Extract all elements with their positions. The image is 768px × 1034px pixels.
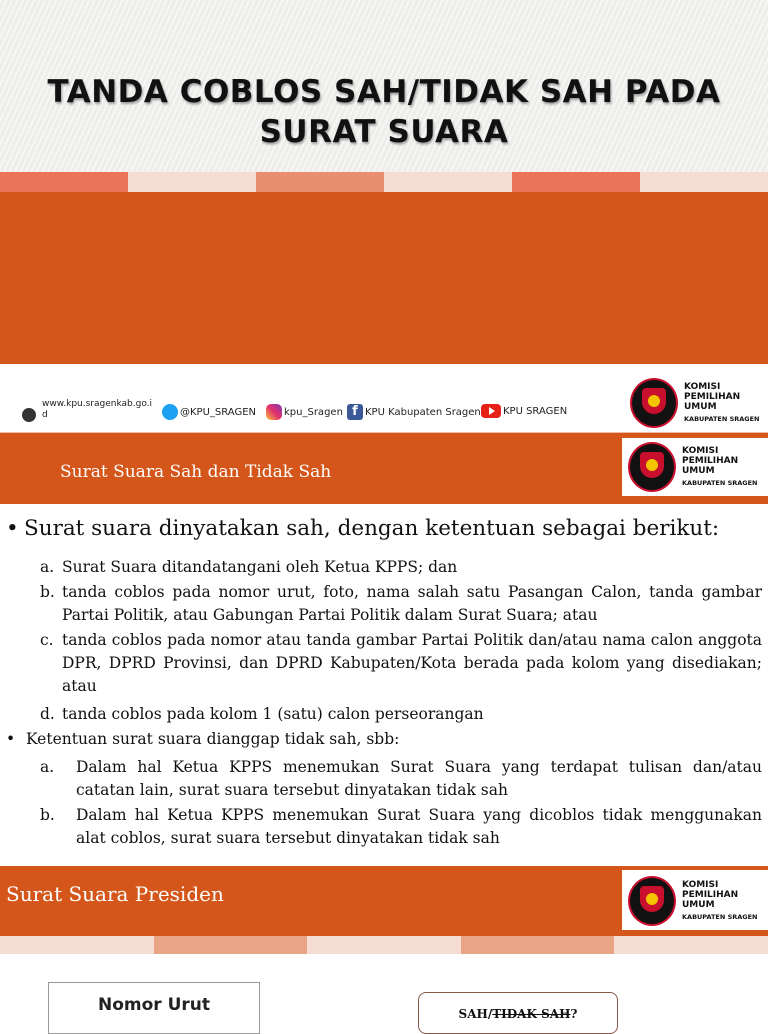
list-item: c. tanda coblos pada nomor atau tanda gambar Partai Politik dan/atau nama calon anggota DPR, DPRD Provinsi, dan DPRD Kabupaten/Kota berada pada kolom yang disediakan; atau [40,631,762,695]
facebook-handle: KPU Kabupaten Sragen [365,406,481,418]
second-bullet-text: Ketentuan surat suara dianggap tidak sah, sbb: [26,730,400,748]
main-bullet [6,516,719,542]
kpu-logo: KOMISI PEMILIHAN UMUM KABUPATEN SRAGEN [628,442,758,492]
facebook-link[interactable] [347,404,481,420]
stripe-segment [640,172,768,192]
instagram-icon [266,404,282,420]
website-link[interactable]: www.kpu.sragenkab.go.id [42,399,153,420]
stripe-segment [256,172,384,192]
nomor-urut-box [48,982,260,1034]
facebook-icon: f [347,404,363,420]
kpu-logo: KOMISI PEMILIHAN UMUM KABUPATEN SRAGEN [628,876,758,926]
instagram-handle: kpu_Sragen [284,406,343,418]
second-bullet [6,728,399,750]
bullet-icon: • [6,516,19,541]
slide-title-line1: TANDA COBLOS SAH/TIDAK SAH PADA [47,74,721,110]
youtube-link[interactable] [481,404,567,418]
twitter-icon [162,404,178,420]
sah-tidak-sah-label: SAH/TIDAK SAH? [458,1007,578,1021]
youtube-handle: KPU SRAGEN [503,405,568,417]
slide2-title: Surat Suara Sah dan Tidak Sah [60,462,332,482]
title-background [0,0,768,172]
stripe-segment [614,936,768,954]
orange-content-band [0,192,768,364]
stripe-segment [512,172,640,192]
kpu-emblem-icon [628,876,676,926]
list-item: d. tanda coblos pada kolom 1 (satu) calon perseorangan [40,705,484,723]
decorative-stripe [0,172,768,192]
list-item: b. Dalam hal Ketua KPPS menemukan Surat Suara yang dicoblos tidak menggunakan alat coblos, surat suara tersebut dinyatakan tidak sah [40,806,762,847]
stripe-segment [154,936,308,954]
list-item: a. Dalam hal Ketua KPPS menemukan Surat Suara yang terdapat tulisan dan/atau catatan lain, surat suara tersebut dinyatakan tidak sah [40,758,762,799]
stripe-segment [461,936,615,954]
slide-title-line2: SURAT SUARA [259,114,509,150]
stripe-segment [128,172,256,192]
kpu-emblem-icon [630,378,678,428]
youtube-icon [481,404,501,418]
stripe-segment [0,172,128,192]
main-bullet-text: Surat suara dinyatakan sah, dengan ketentuan sebagai berikut: [24,516,720,541]
decorative-stripe [0,936,768,954]
stripe-segment [0,936,154,954]
kpu-emblem-icon [628,442,676,492]
slide3-title: Surat Suara Presiden [6,882,224,906]
twitter-link[interactable] [162,404,256,420]
instagram-link[interactable] [266,404,343,420]
twitter-handle: @KPU_SRAGEN [180,406,257,418]
stripe-segment [307,936,461,954]
kpu-logo: KOMISI PEMILIHAN UMUM KABUPATEN SRAGEN [630,378,760,428]
list-item: b. tanda coblos pada nomor urut, foto, nama salah satu Pasangan Calon, tanda gambar Partai Politik, atau Gabungan Partai Politik dalam Surat Suara; atau [40,583,762,624]
stripe-segment [384,172,512,192]
slide-title [40,72,728,152]
sah-tidak-sah-box [418,992,618,1034]
globe-icon [22,408,36,422]
bullet-icon: • [6,730,16,748]
nomor-urut-label: Nomor Urut [97,995,211,1015]
list-item: a. Surat Suara ditandatangani oleh Ketua KPPS; dan [40,558,458,576]
